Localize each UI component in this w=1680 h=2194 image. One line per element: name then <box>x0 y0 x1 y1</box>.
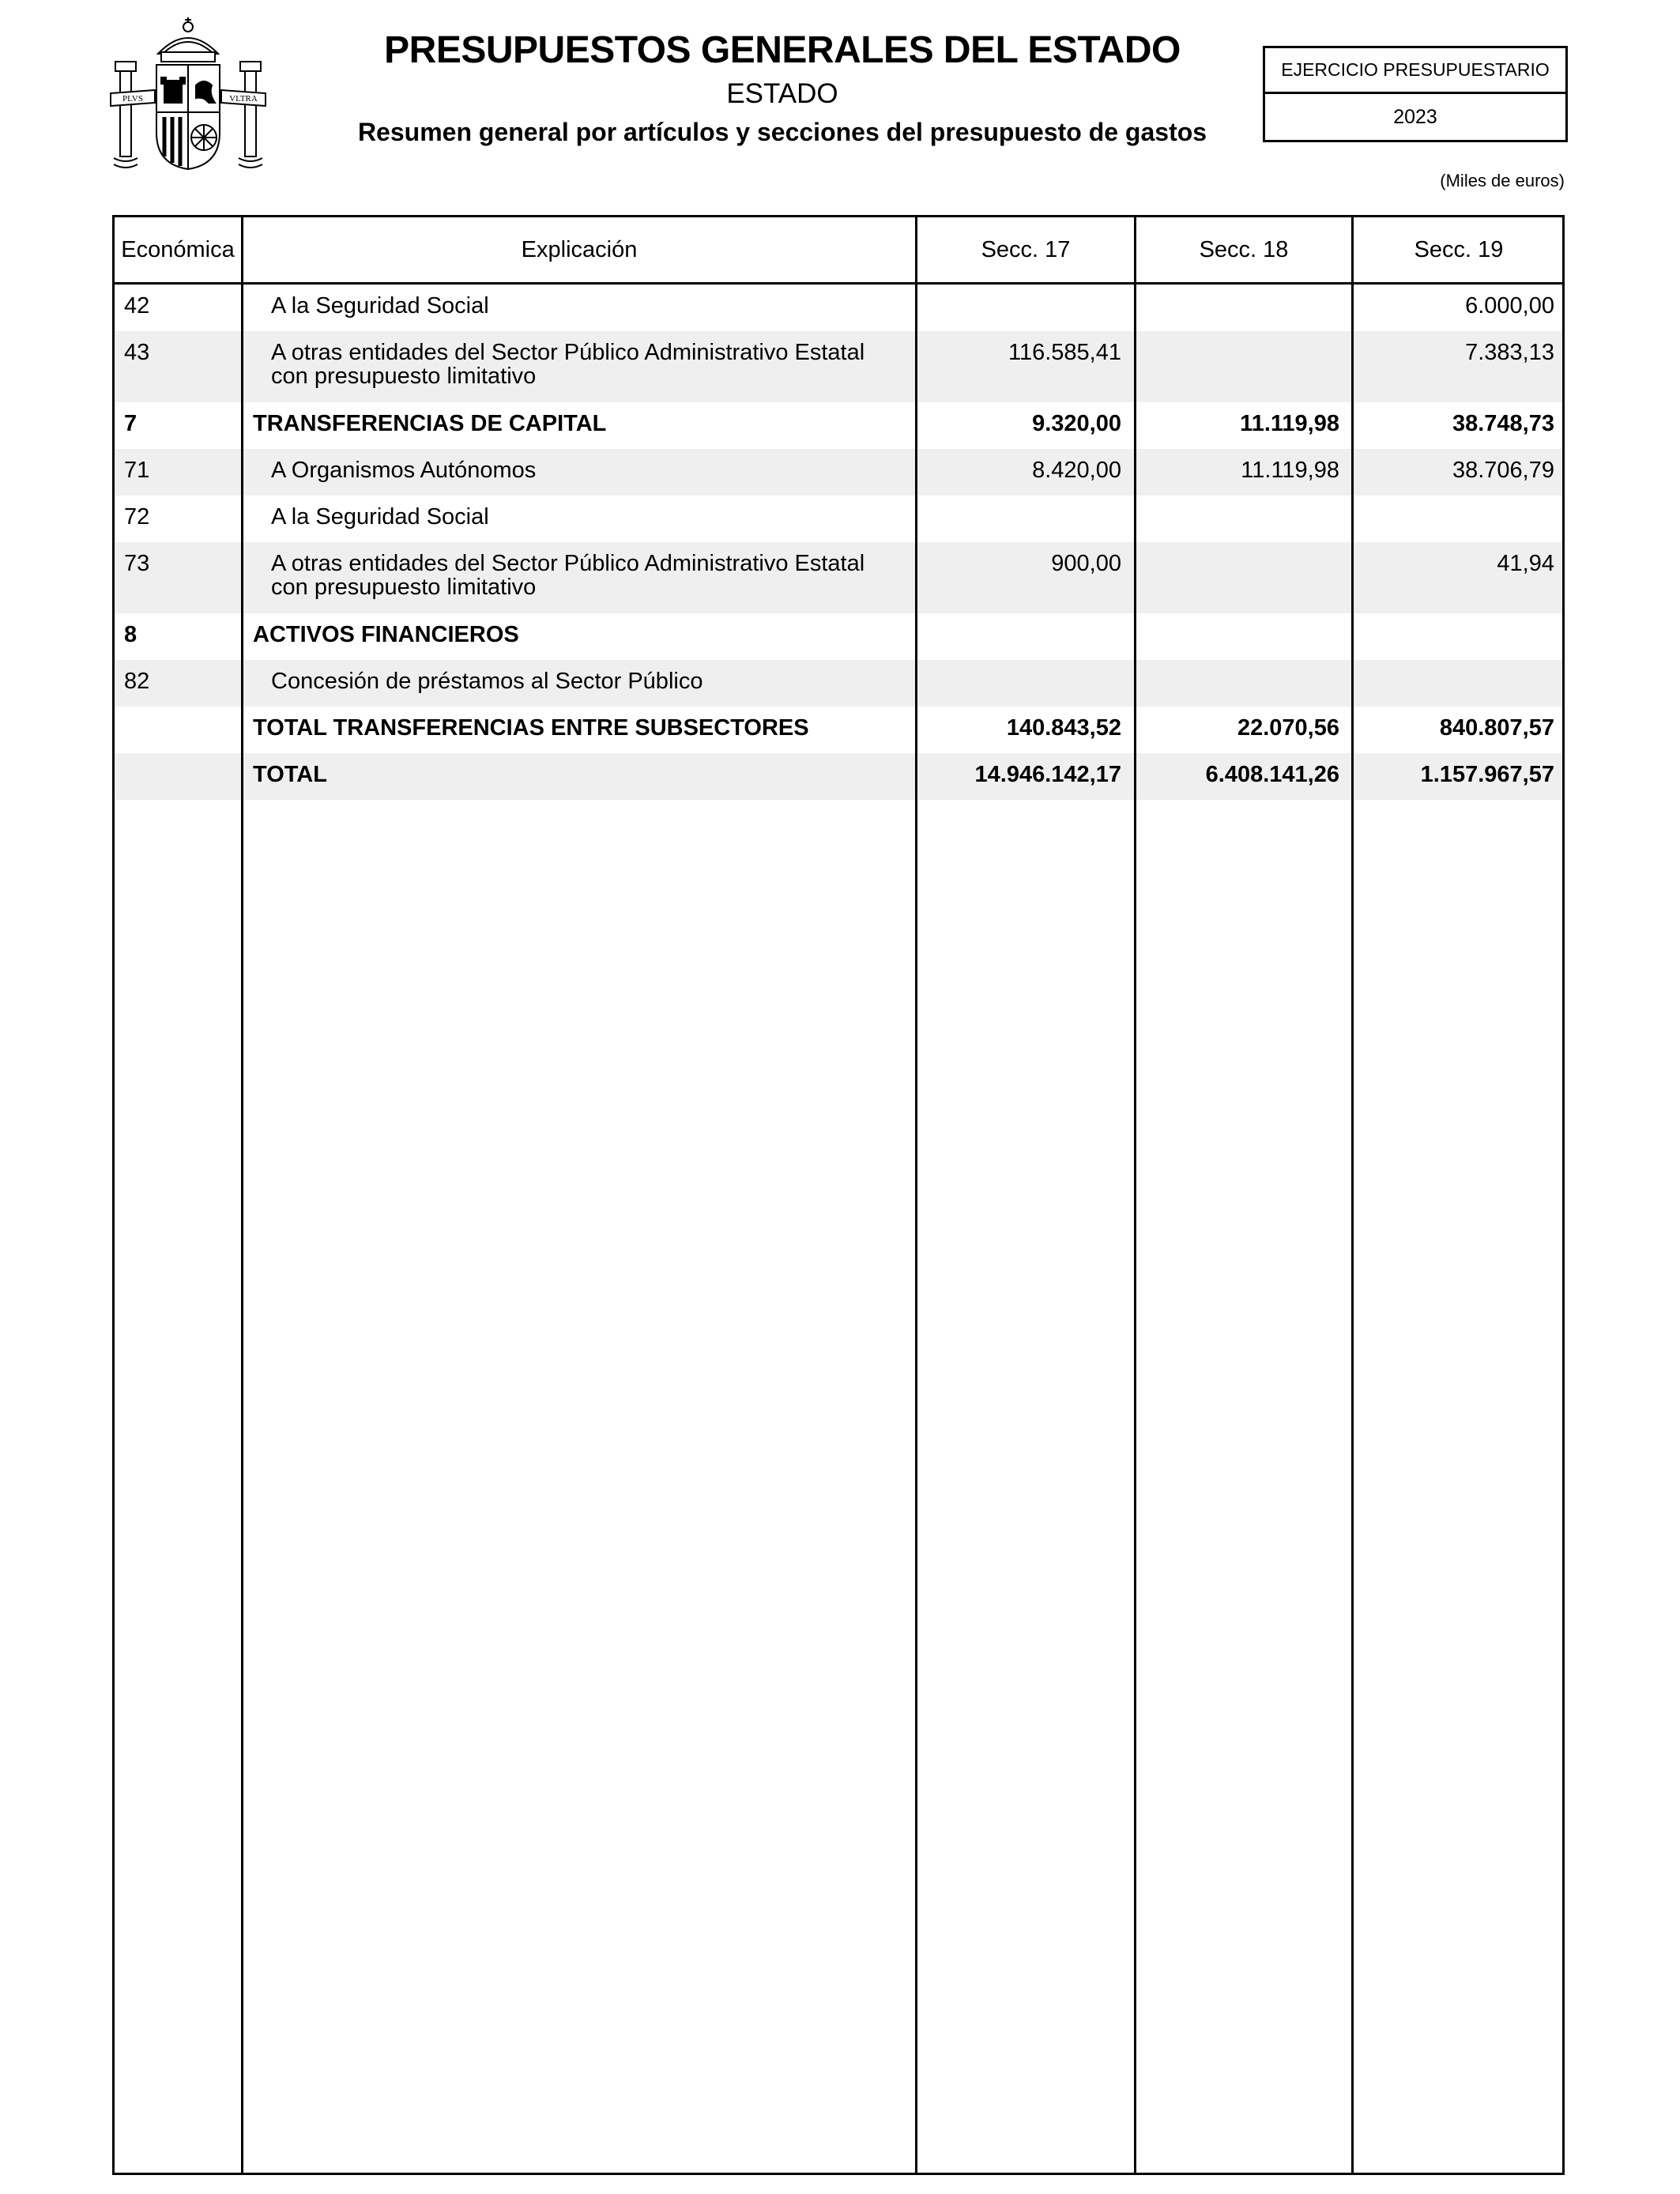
table-row <box>115 753 1562 800</box>
table-row <box>115 613 1562 660</box>
explanation-text: ACTIVOS FINANCIEROS <box>253 622 519 647</box>
column-divider <box>915 217 917 2173</box>
economic-code: 42 <box>124 293 150 319</box>
table-row <box>115 402 1562 449</box>
table-row <box>115 285 1562 331</box>
amount-secc-19: 6.000,00 <box>1465 293 1554 319</box>
units-note: (Miles de euros) <box>1440 171 1565 190</box>
table-row <box>115 331 1562 402</box>
amount-secc-18: 22.070,56 <box>1237 715 1339 741</box>
column-header-explicacion: Explicación <box>521 237 638 262</box>
explanation-text: Concesión de préstamos al Sector Público <box>271 669 703 694</box>
table-row <box>115 707 1562 753</box>
economic-code: 7 <box>124 411 137 436</box>
economic-code <box>124 753 235 763</box>
column-header-economica: Económica <box>121 237 235 262</box>
amount-secc-17: 8.420,00 <box>1032 458 1121 483</box>
economic-code: 8 <box>124 622 137 647</box>
amount-secc-18 <box>1136 613 1339 623</box>
page-description: Resumen general por artículos y secciones del presupuesto de gastos <box>357 118 1207 146</box>
economic-code <box>124 707 235 716</box>
table-row <box>115 660 1562 707</box>
page-title: PRESUPUESTOS GENERALES DEL ESTADO <box>384 29 1181 71</box>
amount-secc-18: 11.119,98 <box>1241 458 1339 483</box>
table-row <box>115 542 1562 613</box>
crest-ribbon-left: PLVS <box>122 94 143 104</box>
explanation-text: TOTAL <box>253 762 327 787</box>
column-header-secc-17: Secc. 17 <box>981 237 1071 262</box>
explanation-text: A la Seguridad Social <box>271 293 489 319</box>
economic-code: 72 <box>124 504 150 530</box>
explanation-text: A la Seguridad Social <box>271 504 489 530</box>
column-header-secc-18: Secc. 18 <box>1199 237 1289 262</box>
amount-secc-18 <box>1136 331 1339 341</box>
amount-secc-18 <box>1136 660 1339 669</box>
amount-secc-19: 840.807,57 <box>1439 715 1554 741</box>
amount-secc-19: 1.157.967,57 <box>1420 762 1554 787</box>
column-divider <box>241 217 243 2173</box>
fiscal-year-box <box>1263 46 1568 142</box>
table-row <box>115 449 1562 496</box>
crest-ribbon-right: VLTRA <box>229 94 258 104</box>
amount-secc-19 <box>1354 660 1554 669</box>
amount-secc-17: 140.843,52 <box>1006 715 1121 741</box>
amount-secc-18 <box>1136 496 1339 505</box>
column-divider <box>1134 217 1136 2173</box>
amount-secc-18: 6.408.141,26 <box>1205 762 1339 787</box>
column-divider <box>1351 217 1354 2173</box>
explanation-text: A otras entidades del Sector Público Administrativo Estatal <box>271 551 865 576</box>
fiscal-year-value: 2023 <box>1393 106 1437 128</box>
fiscal-year-label: EJERCICIO PRESUPUESTARIO <box>1265 48 1565 94</box>
explanation-text-continued: con presupuesto limitativo <box>271 364 537 389</box>
amount-secc-17 <box>917 613 1121 623</box>
economic-code: 73 <box>124 551 150 576</box>
amount-secc-17 <box>917 496 1121 505</box>
economic-code: 43 <box>124 340 150 365</box>
coat-of-arms-icon <box>109 14 267 174</box>
amount-secc-19: 7.383,13 <box>1465 340 1554 365</box>
explanation-text: TOTAL TRANSFERENCIAS ENTRE SUBSECTORES <box>253 715 809 741</box>
amount-secc-17 <box>917 285 1121 294</box>
explanation-text: TRANSFERENCIAS DE CAPITAL <box>253 411 607 436</box>
economic-code: 82 <box>124 669 150 694</box>
amount-secc-19 <box>1354 496 1554 505</box>
amount-secc-18 <box>1136 542 1339 552</box>
explanation-text-continued: con presupuesto limitativo <box>271 575 537 600</box>
amount-secc-19 <box>1354 613 1554 623</box>
amount-secc-19: 41,94 <box>1497 551 1554 576</box>
title-block <box>316 24 1249 150</box>
amount-secc-17: 9.320,00 <box>1032 411 1121 436</box>
amount-secc-17 <box>917 660 1121 669</box>
explanation-text: A Organismos Autónomos <box>271 458 537 483</box>
page-subtitle: ESTADO <box>726 78 838 109</box>
amount-secc-17: 116.585,41 <box>1008 340 1121 365</box>
economic-code: 71 <box>124 458 150 483</box>
column-header-secc-19: Secc. 19 <box>1414 237 1504 262</box>
amount-secc-19: 38.748,73 <box>1452 411 1554 436</box>
explanation-text: A otras entidades del Sector Público Administrativo Estatal <box>271 340 865 365</box>
amount-secc-18: 11.119,98 <box>1240 411 1339 436</box>
table-row <box>115 496 1562 542</box>
amount-secc-17: 14.946.142,17 <box>974 762 1121 787</box>
amount-secc-17: 900,00 <box>1051 551 1121 576</box>
amount-secc-18 <box>1136 285 1339 294</box>
amount-secc-19: 38.706,79 <box>1452 458 1554 483</box>
budget-table <box>112 215 1565 2175</box>
